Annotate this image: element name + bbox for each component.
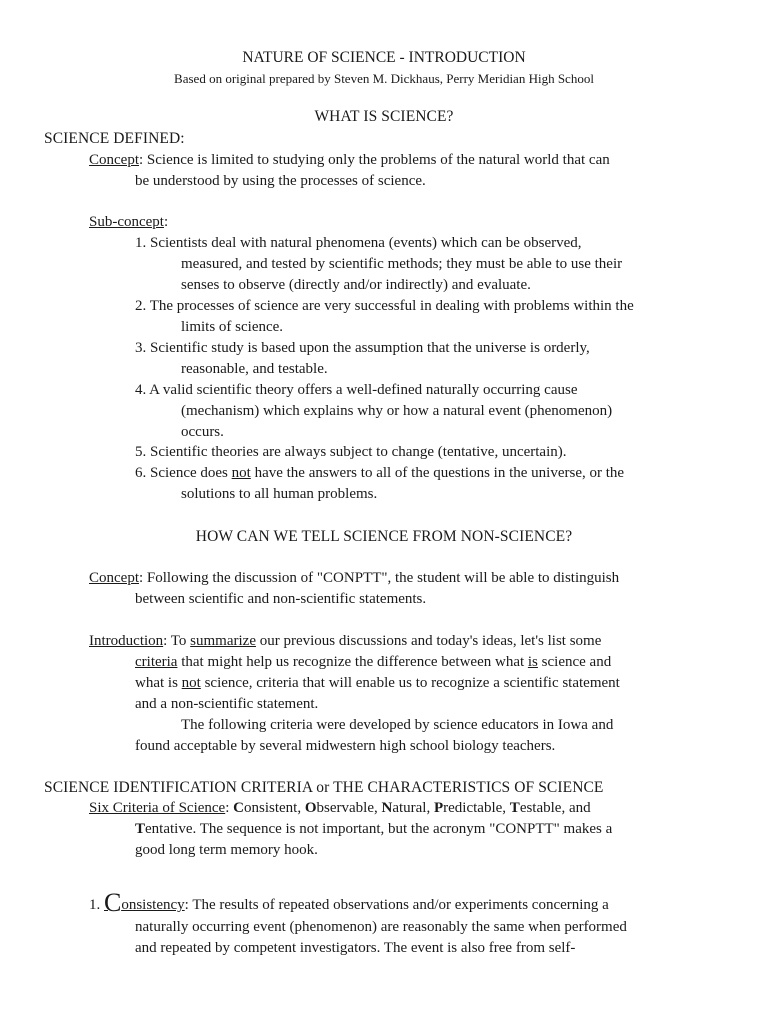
list-item-1-line-2: measured, and tested by scientific methods; they must be able to use their — [181, 256, 623, 272]
page-title: NATURE OF SCIENCE - INTRODUCTION — [242, 49, 526, 66]
list-item-6-line-2: solutions to all human problems. — [181, 486, 378, 502]
concept-line-1 — [89, 150, 610, 171]
consistency-line-2: naturally occurring event (phenomenon) are reasonably the same when performed — [135, 919, 627, 935]
consistency-line-1: 1. Consistency: The results of repeated observations and/or experiments concerning a — [89, 888, 609, 917]
section-heading-what-is-science: WHAT IS SCIENCE? — [314, 108, 454, 125]
criteria-heading: SCIENCE IDENTIFICATION CRITERIA or THE CHARACTERISTICS OF SCIENCE — [44, 779, 604, 796]
introduction-line-4: and a non-scientific statement. — [135, 696, 319, 712]
concept-line-2: be understood by using the processes of science. — [135, 173, 426, 189]
list-item-3-line-1: 3. Scientific study is based upon the assumption that the universe is orderly, — [135, 340, 590, 356]
science-defined-heading: SCIENCE DEFINED: — [44, 130, 185, 147]
introduction-line-3: what is not science, criteria that will enable us to recognize a scientific statement — [135, 675, 620, 691]
consistency-line-3: and repeated by competent investigators. The event is also free from self- — [135, 940, 576, 956]
section-heading-tell-science: HOW CAN WE TELL SCIENCE FROM NON-SCIENCE? — [195, 528, 573, 545]
list-item-6-line-1: 6. Science does not have the answers to all of the questions in the universe, or the — [135, 465, 625, 481]
concept2-line-1: Concept: Following the discussion of "CONPTT", the student will be able to distinguish — [89, 570, 620, 586]
introduction-line-5: The following criteria were developed by science educators in Iowa and — [181, 717, 614, 733]
emphasis-not: not — [231, 465, 251, 481]
subconcept-label: Sub-concept — [89, 214, 164, 230]
list-item-4-line-3: occurs. — [181, 424, 224, 440]
six-criteria-label: Six Criteria of Science — [89, 800, 226, 816]
introduction-label: Introduction — [89, 633, 164, 649]
list-item-4-line-1: 4. A valid scientific theory offers a well-defined naturally occurring cause — [135, 382, 578, 398]
list-item-1-line-1: 1. Scientists deal with natural phenomena (events) which can be observed, — [135, 235, 582, 251]
introduction-line-6: found acceptable by several midwestern high school biology teachers. — [135, 738, 556, 754]
concept-text: : Science is limited to studying only the problems of the natural world that can — [139, 152, 610, 168]
six-criteria-line-2: Tentative. The sequence is not important, but the acronym "CONPTT" makes a — [135, 821, 613, 837]
six-criteria-line-3: good long term memory hook. — [135, 842, 318, 858]
six-criteria-line-1: Six Criteria of Science: Consistent, Observable, Natural, Predictable, Testable, and — [89, 800, 591, 816]
list-item-3-line-2: reasonable, and testable. — [181, 361, 328, 377]
introduction-line-1: Introduction: To summarize our previous discussions and today's ideas, let's list some — [89, 633, 602, 649]
list-item-2-line-2: limits of science. — [181, 319, 284, 335]
list-item-2-line-1: 2. The processes of science are very successful in dealing with problems within the — [135, 298, 634, 314]
list-item-5-line-1: 5. Scientific theories are always subject to change (tentative, uncertain). — [135, 444, 567, 460]
attribution: Based on original prepared by Steven M. Dickhaus, Perry Meridian High School — [174, 71, 594, 86]
consistency-term: Consistency — [104, 888, 185, 917]
concept2-label: Concept — [89, 570, 139, 586]
concept2-line-2: between scientific and non-scientific statements. — [135, 591, 427, 607]
subconcept-heading: Sub-concept: — [89, 214, 169, 230]
list-item-4-line-2: (mechanism) which explains why or how a natural event (phenomenon) — [181, 403, 613, 419]
introduction-line-2: criteria that might help us recognize the difference between what is science and — [135, 654, 612, 670]
list-item-1-line-3: senses to observe (directly and/or indirectly) and evaluate. — [181, 277, 531, 293]
concept-label: Concept — [89, 152, 139, 168]
